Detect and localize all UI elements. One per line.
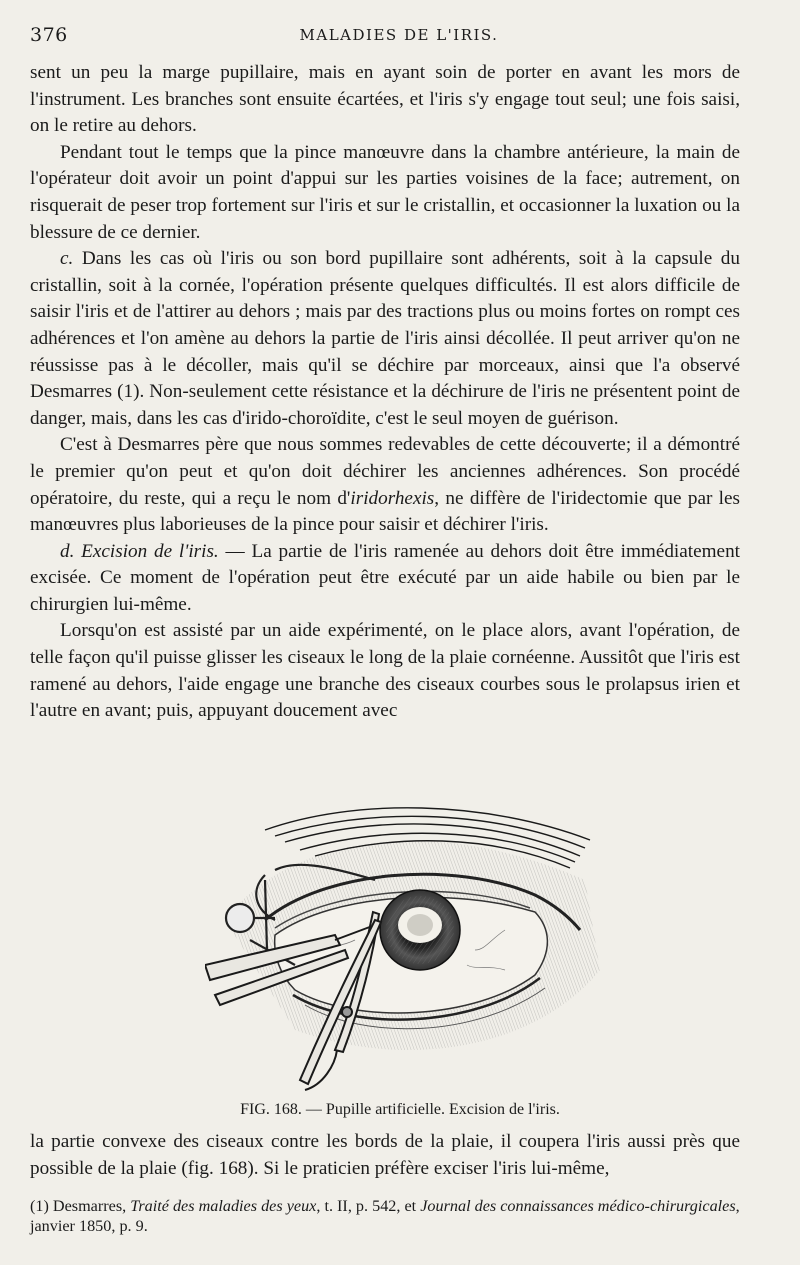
text-run: , janvier 1850, p. 9. (30, 1197, 740, 1235)
italic-text: d. Excision de l'iris. (60, 540, 219, 562)
paragraph (30, 618, 740, 724)
page-header (28, 24, 770, 50)
paragraph (30, 60, 740, 140)
italic-text: Journal des connaissances médico-chirurgicales (420, 1197, 736, 1215)
text-run: Lorsqu'on est assisté par un aide expérimenté, on le place alors, avant l'opération, de telle façon qu'il puisse glisser les ciseaux le long de la plaie cornéenne. Aussitôt que l'iris est ramené au dehors, l'aide engage une branche des ciseaux courbes sous le prolapsus irien et l'autre en avant; puis, appuyant doucement avec (30, 620, 740, 722)
figure-caption: FIG. 168. — Pupille artificielle. Excision de l'iris. (240, 1101, 560, 1118)
figure-illustration (205, 800, 605, 1095)
eye-surgery-illustration (205, 800, 605, 1095)
text-run: Pendant tout le temps que la pince manœuvre dans la chambre antérieure, la main de l'opérateur doit avoir un point d'appui sur les parties voisines de la face; autrement, on risquerait de peser trop fortement sur l'iris et sur le cristallin, et occasionner la luxation ou la blessure de ce dernier. (30, 141, 740, 243)
italic-text: c. (60, 248, 74, 270)
text-run: — La partie de l'iris ramenée au dehors doit être immédiatement excisée. Ce moment de l'opération peut être exécuté par un aide habile ou bien par le chirurgien lui-même. (30, 540, 740, 615)
text-run: sent un peu la marge pupillaire, mais en ayant soin de porter en avant les mors de l'instrument. Les branches sont ensuite écartées, et l'iris s'y engage tout seul; une fois saisi, on le retire au dehors. (30, 62, 740, 137)
paragraph (30, 1129, 740, 1182)
italic-text: Traité des maladies des yeux (130, 1197, 317, 1215)
running-title: MALADIES DE L'IRIS. (299, 26, 499, 44)
page-number: 376 (30, 24, 68, 46)
paragraph (30, 539, 740, 619)
text-run: C'est à Desmarres père que nous sommes redevables de cette découverte; il a démontré le premier qu'on peut et qu'on doit déchirer les anciennes adhérences. Son procédé opératoire, du reste, qui a reçu le nom d' (30, 434, 740, 509)
italic-text: iridorhexis (350, 487, 435, 509)
text-run: (1) Desmarres, (30, 1197, 131, 1215)
paragraph (30, 140, 740, 246)
main-text-continued (30, 1129, 740, 1182)
paragraph (30, 432, 740, 538)
text-run: Dans les cas où l'iris ou son bord pupillaire sont adhérents, soit à la capsule du cristallin, soit à la cornée, l'opération présente quelques difficultés. Il est alors difficile de saisir l'iris et de l'attirer au dehors ; mais par des tractions plus ou moins fortes on rompt ces adhérences et l'on amène au dehors la partie de l'iris ainsi décollée. Il peut arriver qu'on ne réussisse pas à le décoller, mais qu'il se déchire par morceaux, ainsi que l'a observé Desmarres (1). Non-seulement cette résistance et la déchirure de l'iris ne présentent point de danger, mais, dans les cas d'irido-choroïdite, c'est le seul moyen de guérison. (30, 248, 740, 429)
text-run: , t. II, p. 542, et (316, 1197, 421, 1215)
footnote (30, 1196, 750, 1236)
text-run: la partie convexe des ciseaux contre les bords de la plaie, il coupera l'iris aussi près que possible de la plaie (fig. 168). Si le praticien préfère exciser l'iris lui-même, (30, 1131, 740, 1179)
main-text (30, 60, 740, 725)
text-run: , ne diffère de l'iridectomie que par les manœuvres plus laborieuses de la pince pour saisir et déchirer l'iris. (30, 487, 740, 536)
paragraph (30, 246, 740, 432)
